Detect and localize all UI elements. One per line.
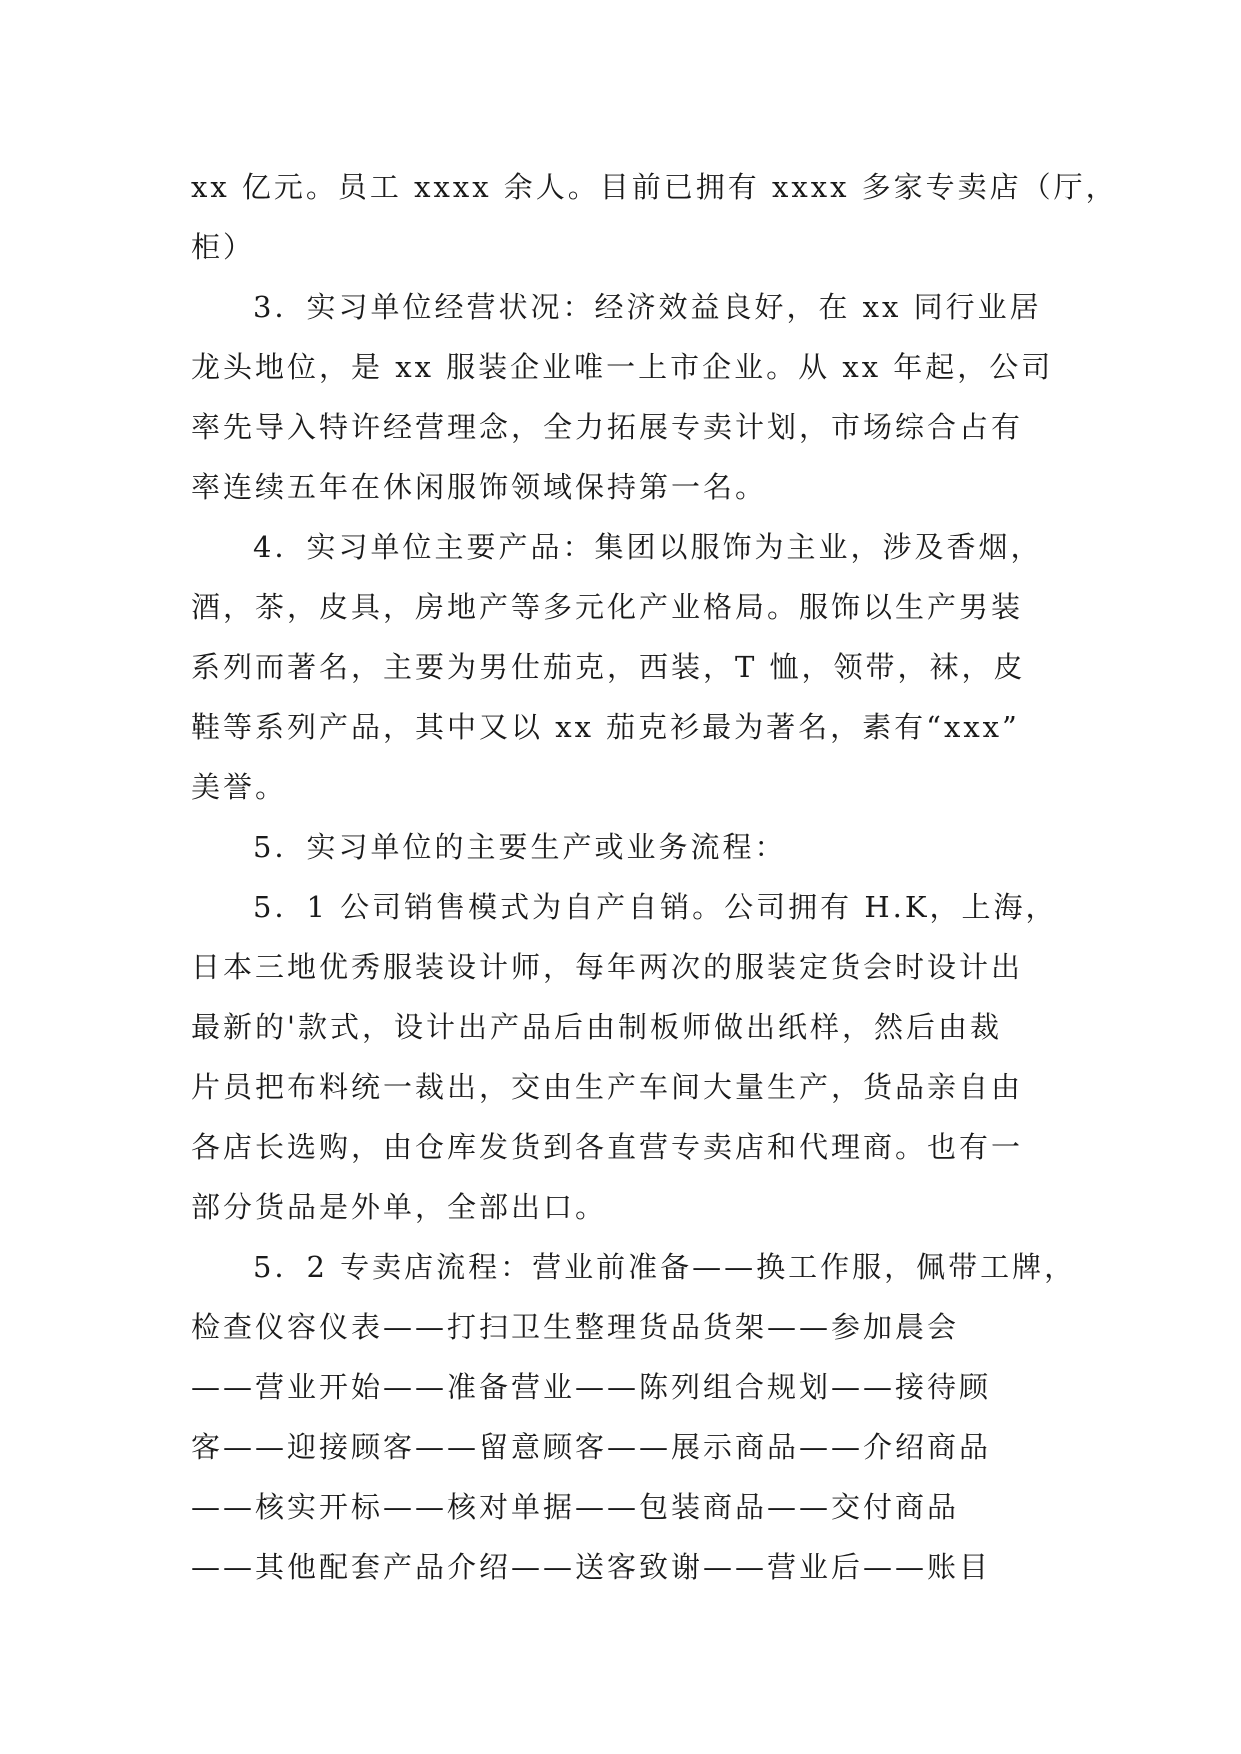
text-line: 美誉。 [191, 770, 288, 804]
text-line: ——营业开始——准备营业——陈列组合规划——接待顾 [191, 1370, 992, 1404]
text-line: 部分货品是外单，全部出口。 [191, 1190, 608, 1224]
text-line: 系列而著名，主要为男仕茄克，西装，T 恤，领带，袜，皮 [191, 650, 1026, 684]
text-line: 5．2 专卖店流程：营业前准备——换工作服，佩带工牌， [253, 1250, 1077, 1284]
text-line: 日本三地优秀服装设计师，每年两次的服装定货会时设计出 [191, 950, 1024, 984]
text-line: 检查仪容仪表——打扫卫生整理货品货架——参加晨会 [191, 1310, 960, 1344]
text-line: 3．实习单位经营状况：经济效益良好，在 xx 同行业居 [253, 290, 1042, 324]
text-line: xx 亿元。员工 xxxx 余人。目前已拥有 xxxx 多家专卖店（厅， [191, 170, 1118, 204]
text-line: ——核实开标——核对单据——包装商品——交付商品 [191, 1490, 960, 1524]
text-line: 5．实习单位的主要生产或业务流程： [253, 830, 787, 864]
text-line: ——其他配套产品介绍——送客致谢——营业后——账目 [191, 1550, 992, 1584]
text-line: 5．1 公司销售模式为自产自销。公司拥有 H.K，上海， [253, 890, 1058, 924]
text-line: 最新的'款式，设计出产品后由制板师做出纸样，然后由裁 [191, 1010, 1002, 1044]
text-line: 片员把布料统一裁出，交由生产车间大量生产，货品亲自由 [191, 1070, 1024, 1104]
text-line: 4．实习单位主要产品：集团以服饰为主业，涉及香烟， [253, 530, 1043, 564]
text-line: 柜） [191, 230, 256, 264]
text-line: 客——迎接顾客——留意顾客——展示商品——介绍商品 [191, 1430, 992, 1464]
text-line: 鞋等系列产品，其中又以 xx 茄克衫最为著名，素有“xxx” [191, 710, 1020, 744]
text-line: 龙头地位，是 xx 服装企业唯一上市企业。从 xx 年起，公司 [191, 350, 1054, 384]
text-line: 各店长选购，由仓库发货到各直营专卖店和代理商。也有一 [191, 1130, 1024, 1164]
text-line: 率连续五年在休闲服饰领域保持第一名。 [191, 470, 768, 504]
text-line: 酒，茶，皮具，房地产等多元化产业格局。服饰以生产男装 [191, 590, 1024, 624]
document-text [191, 157, 1118, 1597]
text-line: 率先导入特许经营理念，全力拓展专卖计划，市场综合占有 [191, 410, 1024, 444]
